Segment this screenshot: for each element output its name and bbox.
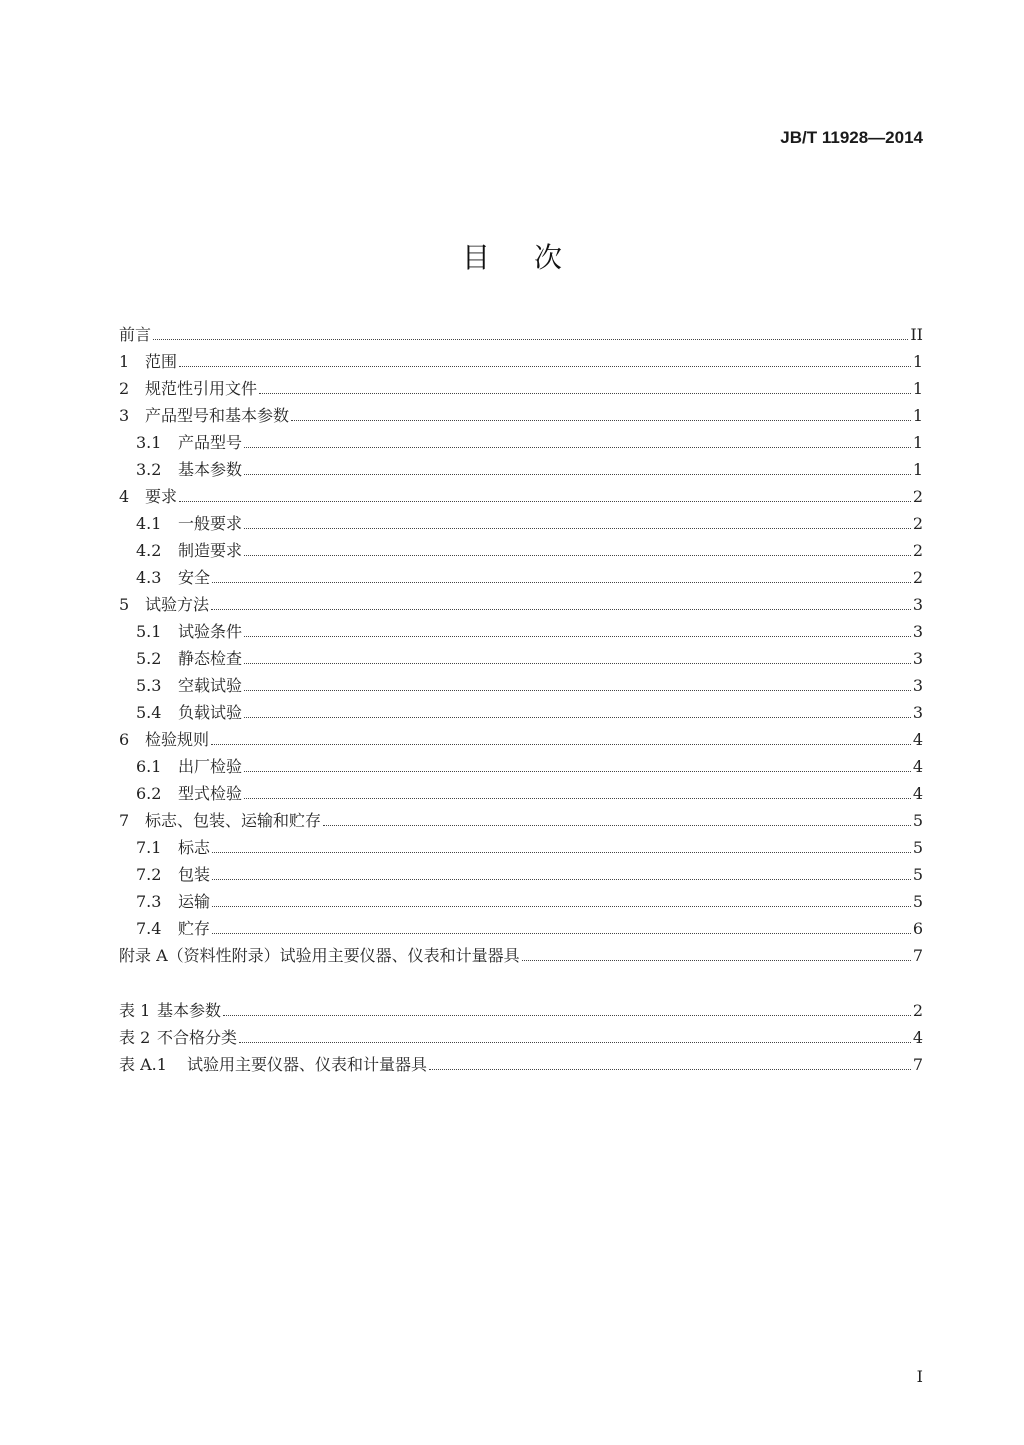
toc-entry-title: 静态检查 <box>178 649 243 668</box>
table-entry-number: 表 A.1 <box>119 1055 167 1074</box>
toc-entry-title: 产品型号 <box>178 433 243 452</box>
toc-entry-title: 包装 <box>178 865 211 884</box>
dot-leader <box>244 528 911 529</box>
toc-entry[interactable] <box>119 807 923 834</box>
dot-leader <box>244 690 911 691</box>
dot-leader <box>522 960 911 961</box>
toc-entry[interactable] <box>119 915 923 942</box>
toc-entry-number: 5.4 <box>136 703 162 722</box>
table-entry-number: 表 2 <box>119 1028 151 1047</box>
toc-entry[interactable] <box>119 348 923 375</box>
toc-entry-title: 检验规则 <box>145 730 210 749</box>
toc-entry-page: 5 <box>912 892 923 911</box>
toc-entry-title: 要求 <box>145 487 178 506</box>
toc-entry-page: 3 <box>912 649 923 668</box>
toc-entry-number: 7.3 <box>136 892 162 911</box>
toc-entry[interactable] <box>119 564 923 591</box>
dot-leader <box>212 582 911 583</box>
table-entry-title: 基本参数 <box>157 1001 222 1020</box>
toc-entry-number: 7.1 <box>136 838 162 857</box>
toc-entry-page: II <box>910 325 923 344</box>
dot-leader <box>244 798 911 799</box>
toc-entry-number: 6.1 <box>136 757 162 776</box>
toc-entry-number: 5.2 <box>136 649 162 668</box>
toc-entry-page: 4 <box>912 784 923 803</box>
toc-entry[interactable] <box>119 753 923 780</box>
toc-entry[interactable] <box>119 429 923 456</box>
toc-entry[interactable] <box>119 321 923 348</box>
dot-leader <box>212 933 911 934</box>
dot-leader <box>323 825 911 826</box>
toc-entry-number: 4.2 <box>136 541 162 560</box>
toc-entry-page: 3 <box>912 703 923 722</box>
dot-leader <box>244 663 911 664</box>
toc-entry-page: 6 <box>912 919 923 938</box>
toc-entry-number: 4.1 <box>136 514 162 533</box>
dot-leader <box>429 1069 911 1070</box>
toc-entry-title: 运输 <box>178 892 211 911</box>
dot-leader <box>244 474 911 475</box>
toc-entry-title: 产品型号和基本参数 <box>145 406 290 425</box>
toc-entry-page: 2 <box>912 541 923 560</box>
toc-entry-title: 安全 <box>178 568 211 587</box>
toc-entry[interactable] <box>119 888 923 915</box>
toc-entry-title: 前言 <box>119 325 152 344</box>
table-list <box>119 997 923 1078</box>
toc-entry-title: 空载试验 <box>178 676 243 695</box>
dot-leader <box>291 420 911 421</box>
dot-leader <box>153 339 908 340</box>
toc-entry[interactable] <box>119 510 923 537</box>
toc-entry-page: 2 <box>912 568 923 587</box>
toc-entry-page: 4 <box>912 757 923 776</box>
dot-leader <box>211 609 911 610</box>
toc-entry-title: 一般要求 <box>178 514 243 533</box>
toc-entry-title: 试验条件 <box>178 622 243 641</box>
toc-entry-number: 6.2 <box>136 784 162 803</box>
dot-leader <box>244 771 911 772</box>
table-entry[interactable] <box>119 1051 923 1078</box>
toc-entry-title: 标志 <box>178 838 211 857</box>
toc-entry-number: 7.2 <box>136 865 162 884</box>
toc-entry[interactable] <box>119 780 923 807</box>
toc-entry-number: 5.1 <box>136 622 162 641</box>
table-entry-title: 试验用主要仪器、仪表和计量器具 <box>187 1055 428 1074</box>
dot-leader <box>244 447 911 448</box>
toc-entry-page: 3 <box>912 595 923 614</box>
document-code: JB/T 11928—2014 <box>780 128 923 147</box>
table-entry[interactable] <box>119 997 923 1024</box>
toc-entry-page: 5 <box>912 838 923 857</box>
dot-leader <box>179 501 911 502</box>
toc-entry-title: 出厂检验 <box>178 757 243 776</box>
toc-entry-number: 2 <box>119 379 130 398</box>
toc-entry[interactable] <box>119 618 923 645</box>
dot-leader <box>244 555 911 556</box>
toc-entry[interactable] <box>119 861 923 888</box>
toc-entry-page: 2 <box>912 514 923 533</box>
toc-entry-title: 试验方法 <box>145 595 210 614</box>
toc-entry[interactable] <box>119 456 923 483</box>
toc-entry[interactable] <box>119 672 923 699</box>
toc-entry-number: 3 <box>119 406 130 425</box>
dot-leader <box>244 636 911 637</box>
table-entry-page: 2 <box>912 1001 923 1020</box>
toc-entry[interactable] <box>119 375 923 402</box>
toc-entry-number: 3.2 <box>136 460 162 479</box>
toc-entry-page: 3 <box>912 676 923 695</box>
toc-entry-page: 1 <box>912 433 923 452</box>
toc-entry-title: 贮存 <box>178 919 211 938</box>
toc-entry-title: 标志、包装、运输和贮存 <box>145 811 322 830</box>
dot-leader <box>244 717 911 718</box>
toc-entry[interactable] <box>119 483 923 510</box>
table-entry-page: 4 <box>912 1028 923 1047</box>
toc-entry-number: 7.4 <box>136 919 162 938</box>
table-entry-number: 表 1 <box>119 1001 151 1020</box>
toc-entry-page: 2 <box>912 487 923 506</box>
toc-entry-number: 1 <box>119 352 130 371</box>
toc-entry-number: 7 <box>119 811 130 830</box>
table-entry[interactable] <box>119 1024 923 1051</box>
toc-entry-number: 6 <box>119 730 130 749</box>
toc-entry[interactable] <box>119 726 923 753</box>
dot-leader <box>259 393 911 394</box>
toc-entry[interactable] <box>119 645 923 672</box>
toc-entry-number: 5.3 <box>136 676 162 695</box>
toc-entry-number: 3.1 <box>136 433 162 452</box>
toc-entry-title: 附录 A（资料性附录）试验用主要仪器、仪表和计量器具 <box>119 946 520 965</box>
toc-entry-page: 1 <box>912 379 923 398</box>
toc-entry-page: 1 <box>912 406 923 425</box>
dot-leader <box>212 879 911 880</box>
toc-entry-page: 7 <box>912 946 923 965</box>
toc-entry-number: 4.3 <box>136 568 162 587</box>
toc-entry[interactable] <box>119 402 923 429</box>
toc-entry-page: 4 <box>912 730 923 749</box>
toc-entry-title: 基本参数 <box>178 460 243 479</box>
toc-entry-title: 型式检验 <box>178 784 243 803</box>
toc-entry-title: 规范性引用文件 <box>145 379 258 398</box>
toc-entry[interactable] <box>119 591 923 618</box>
dot-leader <box>212 852 911 853</box>
dot-leader <box>212 906 911 907</box>
toc-entry[interactable] <box>119 699 923 726</box>
toc-entry-page: 5 <box>912 811 923 830</box>
toc-entry-page: 3 <box>912 622 923 641</box>
dot-leader <box>223 1015 911 1016</box>
toc-title: 目次 <box>461 241 606 274</box>
dot-leader <box>211 744 911 745</box>
table-entry-title: 不合格分类 <box>157 1028 238 1047</box>
toc-entry-title: 范围 <box>145 352 178 371</box>
toc-entry-number: 4 <box>119 487 130 506</box>
toc-entry-number: 5 <box>119 595 130 614</box>
dot-leader <box>239 1042 911 1043</box>
dot-leader <box>179 366 911 367</box>
page-number: I <box>916 1367 923 1386</box>
toc-entry[interactable] <box>119 942 923 969</box>
toc-entry[interactable] <box>119 834 923 861</box>
toc-entry-page: 1 <box>912 460 923 479</box>
toc-entry-title: 负载试验 <box>178 703 243 722</box>
table-entry-page: 7 <box>912 1055 923 1074</box>
toc-entry-page: 5 <box>912 865 923 884</box>
toc-entry[interactable] <box>119 537 923 564</box>
toc-entry-title: 制造要求 <box>178 541 243 560</box>
toc-list <box>119 321 923 969</box>
toc-entry-page: 1 <box>912 352 923 371</box>
